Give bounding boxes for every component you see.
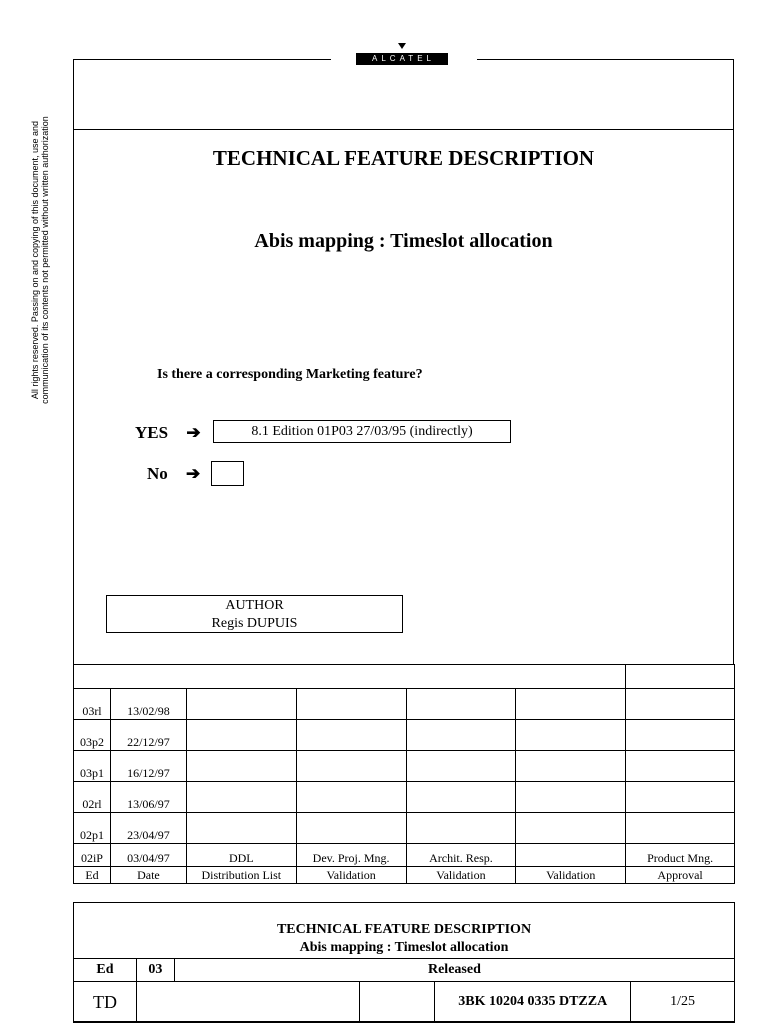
rev-val2	[406, 720, 516, 751]
yes-answer-box: 8.1 Edition 01P03 27/03/95 (indirectly)	[213, 420, 511, 443]
yes-label: YES	[135, 423, 169, 442]
author-label: AUTHOR	[225, 598, 284, 613]
rev-date: 13/02/98	[110, 689, 186, 720]
status-value: Released	[174, 959, 734, 982]
marketing-question: Is there a corresponding Marketing feature?	[157, 367, 423, 382]
table-row	[74, 813, 735, 844]
logo-triangle-icon	[398, 43, 406, 49]
rev-val2: Archit. Resp.	[406, 844, 516, 867]
column-header: Validation	[406, 867, 516, 884]
column-header: Distribution List	[186, 867, 296, 884]
rev-val2	[406, 751, 516, 782]
rev-val3	[516, 720, 626, 751]
rev-date: 23/04/97	[110, 813, 186, 844]
rev-val2	[406, 813, 516, 844]
header-divider	[73, 129, 734, 130]
table-row	[74, 959, 735, 982]
rev-ed: 02p1	[74, 813, 111, 844]
no-label: No	[147, 464, 168, 483]
rev-date: 22/12/97	[110, 720, 186, 751]
rev-dist	[186, 751, 296, 782]
rev-approval	[626, 813, 735, 844]
table-row	[74, 665, 735, 689]
rev-dist	[186, 782, 296, 813]
rights-notice: All rights reserved. Passing on and copying of this document, use and communication of its contents not permitted without written authorization	[30, 116, 50, 404]
column-header: Ed	[74, 867, 111, 884]
column-header: Date	[110, 867, 186, 884]
rev-ed: 03p2	[74, 720, 111, 751]
rev-dist	[186, 720, 296, 751]
rev-val1	[296, 689, 406, 720]
revision-table	[73, 664, 735, 884]
ed-label: Ed	[74, 959, 137, 982]
author-name: Regis DUPUIS	[211, 616, 298, 631]
document-title: TECHNICAL FEATURE DESCRIPTION	[212, 146, 595, 170]
rev-val3	[516, 844, 626, 867]
rev-val3	[516, 751, 626, 782]
alcatel-logo: ALCATEL	[356, 53, 448, 65]
rev-ed: 02iP	[74, 844, 111, 867]
column-header: Validation	[516, 867, 626, 884]
no-row	[147, 464, 200, 484]
rev-val3	[516, 813, 626, 844]
rev-approval	[626, 689, 735, 720]
rev-val1	[296, 782, 406, 813]
rev-dist	[186, 813, 296, 844]
rev-dist: DDL	[186, 844, 296, 867]
table-cell	[136, 982, 359, 1023]
no-answer-box	[211, 461, 244, 486]
author-box	[106, 595, 403, 633]
rev-val1	[296, 751, 406, 782]
page-number: 1/25	[631, 982, 735, 1023]
rev-date: 16/12/97	[110, 751, 186, 782]
table-row	[74, 982, 735, 1023]
rev-val1	[296, 720, 406, 751]
footer-title-block	[74, 921, 734, 957]
rev-ed: 02rl	[74, 782, 111, 813]
rev-approval	[626, 751, 735, 782]
footer-subtitle: Abis mapping : Timeslot allocation	[299, 940, 509, 955]
rev-val3	[516, 689, 626, 720]
table-cell	[74, 665, 626, 689]
rev-date: 03/04/97	[110, 844, 186, 867]
document-subtitle: Abis mapping : Timeslot allocation	[254, 230, 553, 252]
table-row	[74, 751, 735, 782]
table-row	[74, 720, 735, 751]
table-cell	[626, 665, 735, 689]
doc-reference: 3BK 10204 0335 DTZZA	[435, 982, 631, 1023]
ed-value: 03	[136, 959, 174, 982]
rev-approval: Product Mng.	[626, 844, 735, 867]
arrow-right-icon: ➔	[186, 423, 201, 442]
rev-val3	[516, 782, 626, 813]
rev-ed: 03rl	[74, 689, 111, 720]
arrow-right-icon: ➔	[186, 464, 201, 483]
footer-block	[73, 902, 735, 1022]
column-header: Validation	[296, 867, 406, 884]
rev-ed: 03p1	[74, 751, 111, 782]
table-row	[74, 782, 735, 813]
rev-approval	[626, 782, 735, 813]
table-row	[74, 844, 735, 867]
rev-val1	[296, 813, 406, 844]
rev-dist	[186, 689, 296, 720]
footer-table	[73, 958, 735, 1023]
table-row	[74, 689, 735, 720]
doc-type: TD	[74, 982, 137, 1023]
rev-val1: Dev. Proj. Mng.	[296, 844, 406, 867]
rev-approval	[626, 720, 735, 751]
rev-val2	[406, 689, 516, 720]
column-header: Approval	[626, 867, 735, 884]
footer-title: TECHNICAL FEATURE DESCRIPTION	[276, 922, 532, 937]
table-header-row	[74, 867, 735, 884]
rev-date: 13/06/97	[110, 782, 186, 813]
rev-val2	[406, 782, 516, 813]
table-cell	[359, 982, 435, 1023]
yes-row	[135, 423, 201, 443]
